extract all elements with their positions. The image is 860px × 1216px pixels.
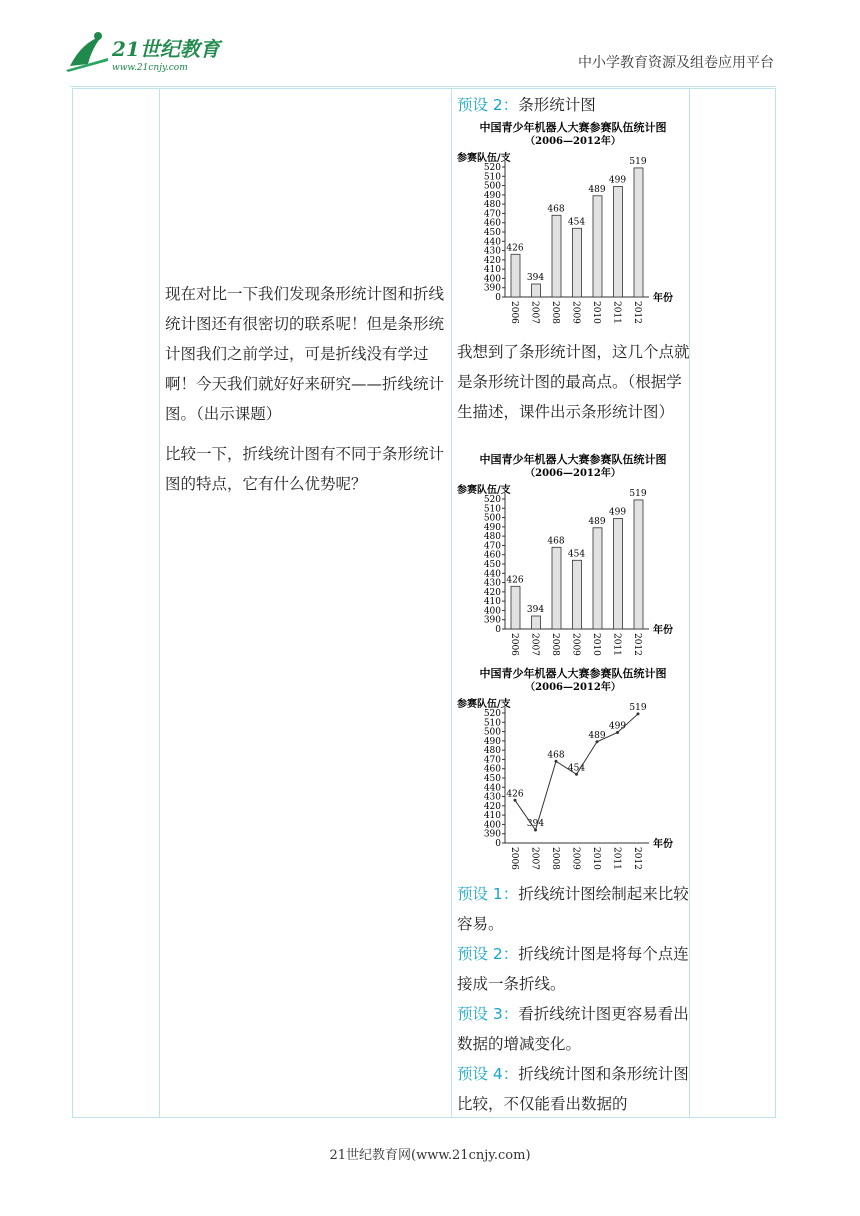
data-label: 454 bbox=[567, 549, 586, 560]
preset-label: 预设 1： bbox=[457, 885, 519, 903]
y-tick-label: 500 bbox=[483, 727, 501, 738]
platform-name: 中小学教育资源及组卷应用平台 bbox=[578, 55, 774, 71]
y-tick-label: 470 bbox=[483, 755, 501, 766]
teacher-paragraph-1: 现在对比一下我们发现条形统计图和折线统计图还有很密切的联系呢！但是条形统计图我们之前学过，可是折线没有学过啊！今天我们就好好来研究——折线统计图。（出示课题） bbox=[165, 285, 445, 423]
y-tick-label: 460 bbox=[483, 550, 501, 561]
y-tick-label: 460 bbox=[483, 218, 501, 229]
y-tick-label: 0 bbox=[495, 839, 501, 849]
y-tick-label: 440 bbox=[483, 237, 501, 248]
y-tick-label: 490 bbox=[483, 522, 501, 533]
x-tick-label: 2012 bbox=[632, 847, 642, 870]
x-tick-label: 2006 bbox=[509, 633, 519, 656]
preset-text: 折线统计图是将每个点连接成一条折线。 bbox=[457, 945, 689, 993]
preset-text: 折线统计图和条形统计图比较，不仅能看出数据的 bbox=[457, 1065, 689, 1113]
y-tick-label: 410 bbox=[483, 597, 501, 608]
preset-label: 预设 4： bbox=[457, 1065, 519, 1083]
data-label: 426 bbox=[506, 789, 524, 800]
data-label: 394 bbox=[526, 273, 545, 283]
data-label: 468 bbox=[547, 750, 565, 761]
x-tick-label: 2007 bbox=[529, 633, 540, 656]
y-tick-label: 510 bbox=[483, 172, 501, 183]
y-axis-label: 参赛队伍/支 bbox=[457, 153, 511, 164]
student-thought: 我想到了条形统计图，这几个点就是条形统计图的最高点。（根据学生描述，课件出示条形统计图） bbox=[457, 343, 690, 421]
x-tick-label: 2011 bbox=[611, 847, 622, 870]
chart-line bbox=[453, 665, 693, 885]
data-label: 394 bbox=[526, 605, 545, 615]
bar bbox=[634, 168, 643, 297]
lesson-table bbox=[72, 88, 776, 1118]
y-tick-label: 410 bbox=[483, 811, 501, 822]
x-axis-label: 年份 bbox=[653, 293, 673, 304]
chart-subtitle: （2006—2012年） bbox=[525, 136, 621, 147]
page-footer: 21世纪教育网(www.21cnjy.com) bbox=[329, 1148, 531, 1163]
x-tick-label: 2009 bbox=[570, 301, 581, 324]
bar bbox=[614, 519, 623, 630]
y-tick-label: 400 bbox=[483, 274, 501, 285]
data-point bbox=[534, 829, 537, 832]
bar bbox=[573, 228, 582, 297]
y-tick-label: 480 bbox=[483, 532, 501, 543]
y-tick-label: 520 bbox=[483, 163, 501, 173]
x-tick-label: 2006 bbox=[509, 847, 519, 870]
y-tick-label: 450 bbox=[483, 228, 501, 238]
y-tick-label: 430 bbox=[483, 792, 501, 803]
teacher-activity bbox=[165, 279, 455, 509]
preset-item-2 bbox=[457, 939, 693, 999]
bar bbox=[573, 560, 582, 629]
header-divider bbox=[70, 86, 776, 87]
site-logo bbox=[62, 28, 232, 76]
y-tick-label: 510 bbox=[483, 718, 501, 729]
data-label: 519 bbox=[629, 156, 647, 167]
data-label: 499 bbox=[608, 721, 627, 732]
y-tick-label: 510 bbox=[483, 504, 501, 515]
chart-subtitle: （2006—2012年） bbox=[525, 468, 621, 479]
data-label: 489 bbox=[588, 184, 606, 195]
data-point bbox=[616, 731, 619, 734]
logo-url: www.21cnjy.com bbox=[112, 63, 188, 73]
x-axis-label: 年份 bbox=[653, 839, 673, 850]
y-tick-label: 480 bbox=[483, 746, 501, 757]
logo-text: 21世纪教育 bbox=[112, 37, 220, 61]
data-label: 394 bbox=[526, 819, 545, 829]
chart-title: 中国青少年机器人大赛参赛队伍统计图 bbox=[479, 453, 667, 466]
y-tick-label: 410 bbox=[483, 265, 501, 276]
preset-text: 条形统计图 bbox=[518, 96, 596, 114]
bar bbox=[593, 196, 602, 297]
y-axis-label: 参赛队伍/支 bbox=[457, 485, 511, 496]
y-tick-label: 520 bbox=[483, 495, 501, 505]
chart-subtitle: （2006—2012年） bbox=[525, 682, 621, 693]
bar bbox=[552, 215, 561, 297]
data-point bbox=[637, 712, 640, 715]
data-label: 519 bbox=[629, 488, 647, 499]
y-tick-label: 520 bbox=[483, 709, 501, 719]
data-label: 426 bbox=[506, 575, 524, 586]
data-label: 468 bbox=[547, 204, 565, 215]
y-tick-label: 400 bbox=[483, 606, 501, 617]
y-tick-label: 440 bbox=[483, 783, 501, 794]
chart-title: 中国青少年机器人大赛参赛队伍统计图 bbox=[479, 121, 667, 134]
y-tick-label: 450 bbox=[483, 774, 501, 784]
data-label: 468 bbox=[547, 536, 565, 547]
bar bbox=[634, 500, 643, 629]
y-tick-label: 0 bbox=[495, 293, 501, 303]
y-tick-label: 420 bbox=[483, 587, 501, 598]
chart-bar-2 bbox=[453, 451, 693, 671]
bar bbox=[511, 254, 520, 297]
x-tick-label: 2007 bbox=[529, 847, 540, 870]
y-tick-label: 390 bbox=[483, 283, 501, 294]
preset-text: 折线统计图绘制起来比较容易。 bbox=[457, 885, 689, 933]
x-tick-label: 2007 bbox=[529, 301, 540, 324]
preset-list bbox=[457, 879, 693, 1119]
data-point bbox=[596, 740, 599, 743]
y-tick-label: 0 bbox=[495, 625, 501, 635]
y-tick-label: 460 bbox=[483, 764, 501, 775]
data-label: 489 bbox=[588, 516, 606, 527]
chart-title: 中国青少年机器人大赛参赛队伍统计图 bbox=[479, 667, 667, 680]
data-label: 426 bbox=[506, 243, 524, 254]
y-tick-label: 390 bbox=[483, 829, 501, 840]
bar bbox=[552, 547, 561, 629]
preset-label: 预设 2： bbox=[457, 96, 519, 114]
x-tick-label: 2010 bbox=[591, 301, 601, 324]
x-tick-label: 2011 bbox=[611, 301, 622, 324]
bar bbox=[511, 586, 520, 629]
preset-item-4 bbox=[457, 1059, 693, 1119]
x-tick-label: 2009 bbox=[570, 847, 581, 870]
page-header bbox=[0, 0, 860, 90]
x-tick-label: 2010 bbox=[591, 847, 601, 870]
x-tick-label: 2008 bbox=[550, 847, 560, 870]
y-tick-label: 400 bbox=[483, 820, 501, 831]
x-tick-label: 2008 bbox=[550, 633, 560, 656]
preset-item-1 bbox=[457, 879, 693, 939]
bar bbox=[532, 616, 541, 629]
y-tick-label: 470 bbox=[483, 541, 501, 552]
data-point bbox=[514, 799, 517, 802]
x-tick-label: 2006 bbox=[509, 301, 519, 324]
y-tick-label: 440 bbox=[483, 569, 501, 580]
data-label: 499 bbox=[608, 507, 627, 518]
preset-2-heading bbox=[457, 93, 693, 117]
y-tick-label: 470 bbox=[483, 209, 501, 220]
y-tick-label: 500 bbox=[483, 513, 501, 524]
preset-label: 预设 2： bbox=[457, 945, 519, 963]
y-tick-label: 420 bbox=[483, 801, 501, 812]
y-tick-label: 430 bbox=[483, 246, 501, 257]
x-tick-label: 2012 bbox=[632, 301, 642, 324]
chart-bar-1 bbox=[453, 119, 693, 339]
x-axis-label: 年份 bbox=[653, 625, 673, 636]
teacher-paragraph-2: 比较一下，折线统计图有不同于条形统计图的特点，它有什么优势呢？ bbox=[165, 445, 445, 493]
data-label: 454 bbox=[567, 217, 586, 228]
bar bbox=[593, 528, 602, 629]
y-tick-label: 390 bbox=[483, 615, 501, 626]
y-tick-label: 450 bbox=[483, 560, 501, 570]
x-tick-label: 2012 bbox=[632, 633, 642, 656]
x-tick-label: 2011 bbox=[611, 633, 622, 656]
column-divider bbox=[159, 89, 160, 1117]
y-tick-label: 420 bbox=[483, 255, 501, 266]
y-tick-label: 500 bbox=[483, 181, 501, 192]
preset-text: 看折线统计图更容易看出数据的增减变化。 bbox=[457, 1005, 689, 1053]
y-tick-label: 430 bbox=[483, 578, 501, 589]
data-label: 454 bbox=[567, 763, 586, 774]
x-tick-label: 2010 bbox=[591, 633, 601, 656]
y-tick-label: 480 bbox=[483, 200, 501, 211]
preset-label: 预设 3： bbox=[457, 1005, 519, 1023]
data-label: 489 bbox=[588, 730, 606, 741]
preset-item-3 bbox=[457, 999, 693, 1059]
bar bbox=[532, 284, 541, 297]
y-tick-label: 490 bbox=[483, 190, 501, 201]
y-axis-label: 参赛队伍/支 bbox=[457, 699, 511, 710]
data-label: 499 bbox=[608, 175, 627, 186]
y-tick-label: 490 bbox=[483, 736, 501, 747]
column-divider bbox=[451, 89, 452, 1117]
bar bbox=[614, 187, 623, 298]
x-tick-label: 2008 bbox=[550, 301, 560, 324]
data-point bbox=[555, 760, 558, 763]
x-tick-label: 2009 bbox=[570, 633, 581, 656]
data-point bbox=[575, 773, 578, 776]
data-label: 519 bbox=[629, 702, 647, 713]
